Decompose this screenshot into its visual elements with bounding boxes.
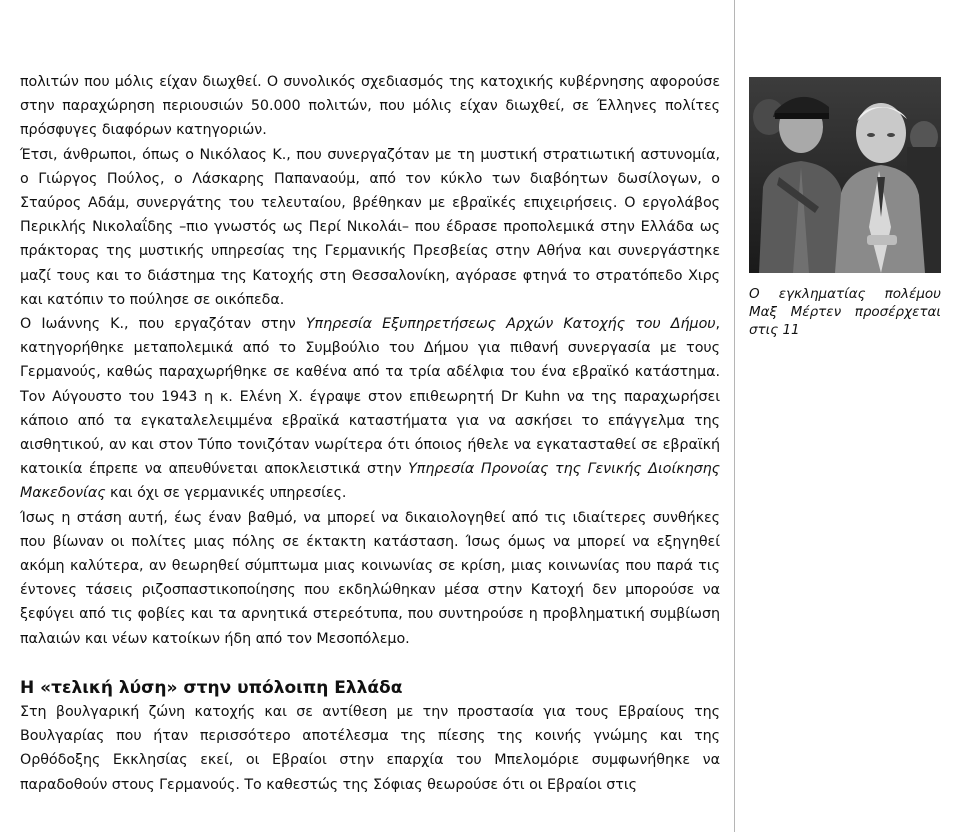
historical-photo <box>749 77 941 273</box>
paragraph-3-text-b: , κατηγορήθηκε μεταπολεμικά από το Συμβούλιο του Δήμου για πιθανή συνεργασία με τους Γερμανούς, καθώς παραχωρήθηκε σε καθένα από τα τρία αδέλφια του ένα εβραϊκό κατάστημα. Τον Αύγουστο του 1943 η κ. Ελένη Χ. έγραψε στον επιθεωρητή Dr Kuhn να της παραχωρήσει κάποιο από τα εγκαταλελειμμένα εβραϊκά καταστήματα για να ασκήσει το επάγγελμα της αισθητικού, αν και στον Τύπο τονιζόταν νωρίτερα ότι όποιος ήθελε να εγκατασταθεί σε εβραϊκή κατοικία έπρεπε να απευθύνεται αποκλειστικά στην <box>20 316 721 478</box>
section-2-paragraph-1: Στη βουλγαρική ζώνη κατοχής και σε αντίθεση με την προστασία για τους Εβραίους της Βουλγαρίας που ήταν περισσότερο αποτέλεσμα της πίεσης της κοινής γνώμης και της Ορθόδοξης Εκκλησίας εκεί, οι Εβραίοι στην επαρχία του Μπελομόριε συμφωνήθηκε να παραδοθούν στους Γερμανούς. Το καθεστώς της Σόφιας θεωρούσε ότι οι Εβραίοι στις <box>20 704 720 793</box>
paragraph-3 <box>20 312 720 506</box>
paragraph-2: Έτσι, άνθρωποι, όπως ο Νικόλαος Κ., που συνεργαζόταν με τη μυστική στρατιωτική αστυνομία, ο Γιώργος Πούλος, ο Λάσκαρης Παπαναούμ, από τον κύκλο των διαβόητων δωσίλογων, ο Σταύρος Αδάμ, συνεργάτης του τελευταίου, βρέθηκαν με εβραϊκές επιχειρήσεις. Ο εργολάβος Περικλής Νικολαΐδης –πιο γνωστός ως Περί Νικολάι– που έδρασε προπολεμικά στην Ελλάδα ως πράκτορας της μυστικής υπηρεσίας της Γερμανικής Πρεσβείας στην Αθήνα και συνεργάστηκε μαζί τους και το διάστημα της Κατοχής στη Θεσσαλονίκη, αγόρασε φτηνά το στρατόπεδο Χιρς και κατόπιν το πούλησε σε οικόπεδα. <box>20 146 720 308</box>
column-divider <box>734 0 735 832</box>
paragraph-3-italic-service: Υπηρεσία Εξυπηρετήσεως Αρχών Κατοχής του Δήμου <box>305 316 716 333</box>
paragraph-3-italic-welfare: Υπηρεσία Προνοίας της Γενικής Διοίκησης Μακεδονίας <box>20 461 720 502</box>
paragraph-1: πολιτών που μόλις είχαν διωχθεί. Ο συνολικός σχεδιασμός της κατοχικής κυβέρνησης αφορούσε στην παραχώρηση περιουσιών 50.000 πολιτών, που μόλις είχαν διωχθεί, σε Έλληνες πολίτες πρόσφυγες διαφόρων κατηγοριών. <box>20 74 720 139</box>
paragraph-4: Ίσως η στάση αυτή, έως έναν βαθμό, να μπορεί να δικαιολογηθεί από τις ιδιαίτερες συνθήκες που βίωναν οι πολίτες μιας πόλης σε έκτακτη κατάσταση. Ίσως όμως να μπορεί να εξηγηθεί ακόμη καλύτερα, αν θεωρηθεί σύμπτωμα μιας κοινωνίας σε κρίση, μιας κοινωνίας που παρά τις έντονες τάσεις ριζοσπαστικοποίησης που εκδηλώθηκαν μέσα στην Κατοχή δεν μπορούσε να ξεφύγει από τις φοβίες και τα αρνητικά στερεότυπα, που συντηρούσε η προβληματική συμβίωση παλαιών και νέων κατοίκων ήδη από τον Μεσοπόλεμο. <box>20 509 720 647</box>
main-text-column <box>20 70 720 651</box>
section-2-text <box>20 700 720 797</box>
paragraph-3-text-c: και όχι σε γερμανικές υπηρεσίες. <box>105 485 347 502</box>
photo-illustration-icon <box>749 77 941 273</box>
paragraph-3-text-a: Ο Ιωάννης Κ., που εργαζόταν στην <box>20 316 306 333</box>
section-heading: Η «τελική λύση» στην υπόλοιπη Ελλάδα <box>20 678 403 698</box>
photo-caption: Ο εγκληματίας πολέμου Μαξ Μέρτεν προσέρχεται στις 11 <box>749 286 941 338</box>
